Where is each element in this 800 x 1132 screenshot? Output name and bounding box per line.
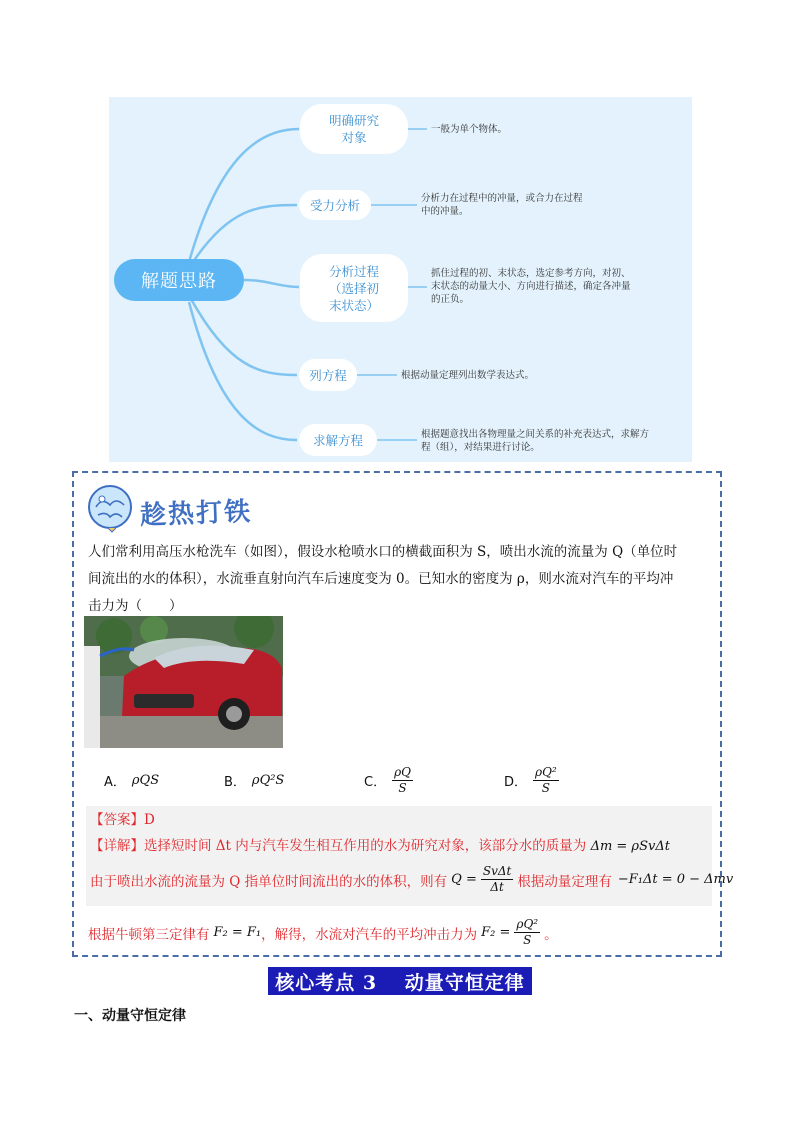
branch-force-analysis: 受力分析 xyxy=(299,190,371,220)
option-c-numerator: ρQ xyxy=(394,765,411,779)
detail-line-3 xyxy=(88,917,558,948)
answer-value: D xyxy=(144,812,155,828)
branch-equation: 列方程 xyxy=(299,359,357,391)
question-line-3: 击力为（ ） xyxy=(88,598,183,614)
detail-equation-5-lhs: F₂ = xyxy=(481,925,511,940)
option-c-denominator: S xyxy=(398,781,407,795)
detail-tag: 【详解】 xyxy=(90,838,144,854)
detail-line-2 xyxy=(90,864,733,895)
option-b-expr: ρQ²S xyxy=(251,773,285,788)
answer-options xyxy=(74,765,720,805)
option-d[interactable] xyxy=(504,765,559,796)
option-b-label: B． xyxy=(224,775,246,790)
detail-equation-2-lhs: Q = xyxy=(451,872,477,887)
question-line-1: 人们常利用高压水枪洗车（如图），假设水枪喷水口的横截面积为 S，喷出水流的流量为 Q（单位时 xyxy=(88,544,678,560)
mindmap-diagram xyxy=(109,97,692,462)
badge xyxy=(86,481,266,535)
detail-text-2a: 由于喷出水流的流量为 Q 指单位时间流出的水的体积，则有 xyxy=(90,873,448,890)
detail-equation-5-numerator: ρQ² xyxy=(516,917,539,931)
answer-tag: 【答案】 xyxy=(90,812,144,828)
option-a-label: A． xyxy=(104,775,126,790)
detail-equation-2-denominator: Δt xyxy=(490,880,504,894)
practice-box xyxy=(72,471,734,957)
option-d-numerator: ρQ² xyxy=(535,765,557,779)
section-title: 核心考点 3 动量守恒定律 xyxy=(268,967,532,995)
answer-line xyxy=(90,808,155,828)
question-line-2: 间流出的水的体积），水流垂直射向汽车后速度变为 0。已知水的密度为 ρ，则水流对汽车的平均冲 xyxy=(88,571,674,587)
detail-equation-2-fraction xyxy=(481,864,514,895)
option-b[interactable] xyxy=(224,771,284,790)
detail-equation-4: F₂ = F₁ xyxy=(213,925,262,940)
option-d-fraction xyxy=(533,765,559,796)
option-d-denominator: S xyxy=(541,781,550,795)
detail-equation-5-fraction xyxy=(514,917,540,948)
note-process-analysis: 抓住过程的初、末状态，选定参考方向，对初、 末状态的动量大小、方向进行描述，确定各冲量 的正负。 xyxy=(431,268,631,305)
option-c[interactable] xyxy=(364,765,413,796)
option-c-label: C． xyxy=(364,775,387,790)
detail-text-2b: 根据动量定理有 xyxy=(517,873,612,890)
car-wash-photo xyxy=(84,616,283,748)
badge-title: 趁热打铁 xyxy=(139,497,253,531)
note-equation: 根据动量定理列出数学表达式。 xyxy=(401,370,535,381)
detail-text-3b: ，解得，水流对汽车的平均冲击力为 xyxy=(261,926,478,943)
option-d-label: D． xyxy=(504,775,528,790)
note-force-analysis: 分析力在过程中的冲量，或合力在过程 中的冲量。 xyxy=(421,193,583,217)
option-a[interactable] xyxy=(104,771,159,790)
detail-end: 。 xyxy=(544,926,558,943)
detail-text-3a: 根据牛顿第三定律有 xyxy=(88,926,210,943)
branch-research-object: 明确研究 对象 xyxy=(300,104,408,154)
note-research-object: 一般为单个物体。 xyxy=(431,124,508,135)
detail-equation-3: −F₁Δt = 0 − Δmv xyxy=(617,872,734,887)
detail-text-1: 选择短时间 Δt 内与汽车发生相互作用的水为研究对象，该部分水的质量为 xyxy=(144,838,587,854)
question-text xyxy=(88,539,712,620)
mindmap-root: 解题思路 xyxy=(114,259,244,301)
option-a-expr: ρQS xyxy=(131,773,160,788)
subheading: 一、动量守恒定律 xyxy=(74,1008,186,1024)
detail-equation-5-denominator: S xyxy=(523,933,532,947)
detail-line-1 xyxy=(90,834,670,854)
answer-area xyxy=(86,806,734,906)
note-solve: 根据题意找出各物理量之间关系的补充表达式，求解方 程（组），对结果进行讨论。 xyxy=(421,429,650,453)
brain-icon xyxy=(86,481,140,535)
detail-equation-2-numerator: SvΔt xyxy=(482,864,512,878)
branch-process-analysis: 分析过程 （选择初 末状态） xyxy=(300,254,408,322)
option-c-fraction xyxy=(392,765,413,796)
detail-equation-1: Δm = ρSvΔt xyxy=(590,839,670,854)
branch-solve: 求解方程 xyxy=(299,424,377,456)
